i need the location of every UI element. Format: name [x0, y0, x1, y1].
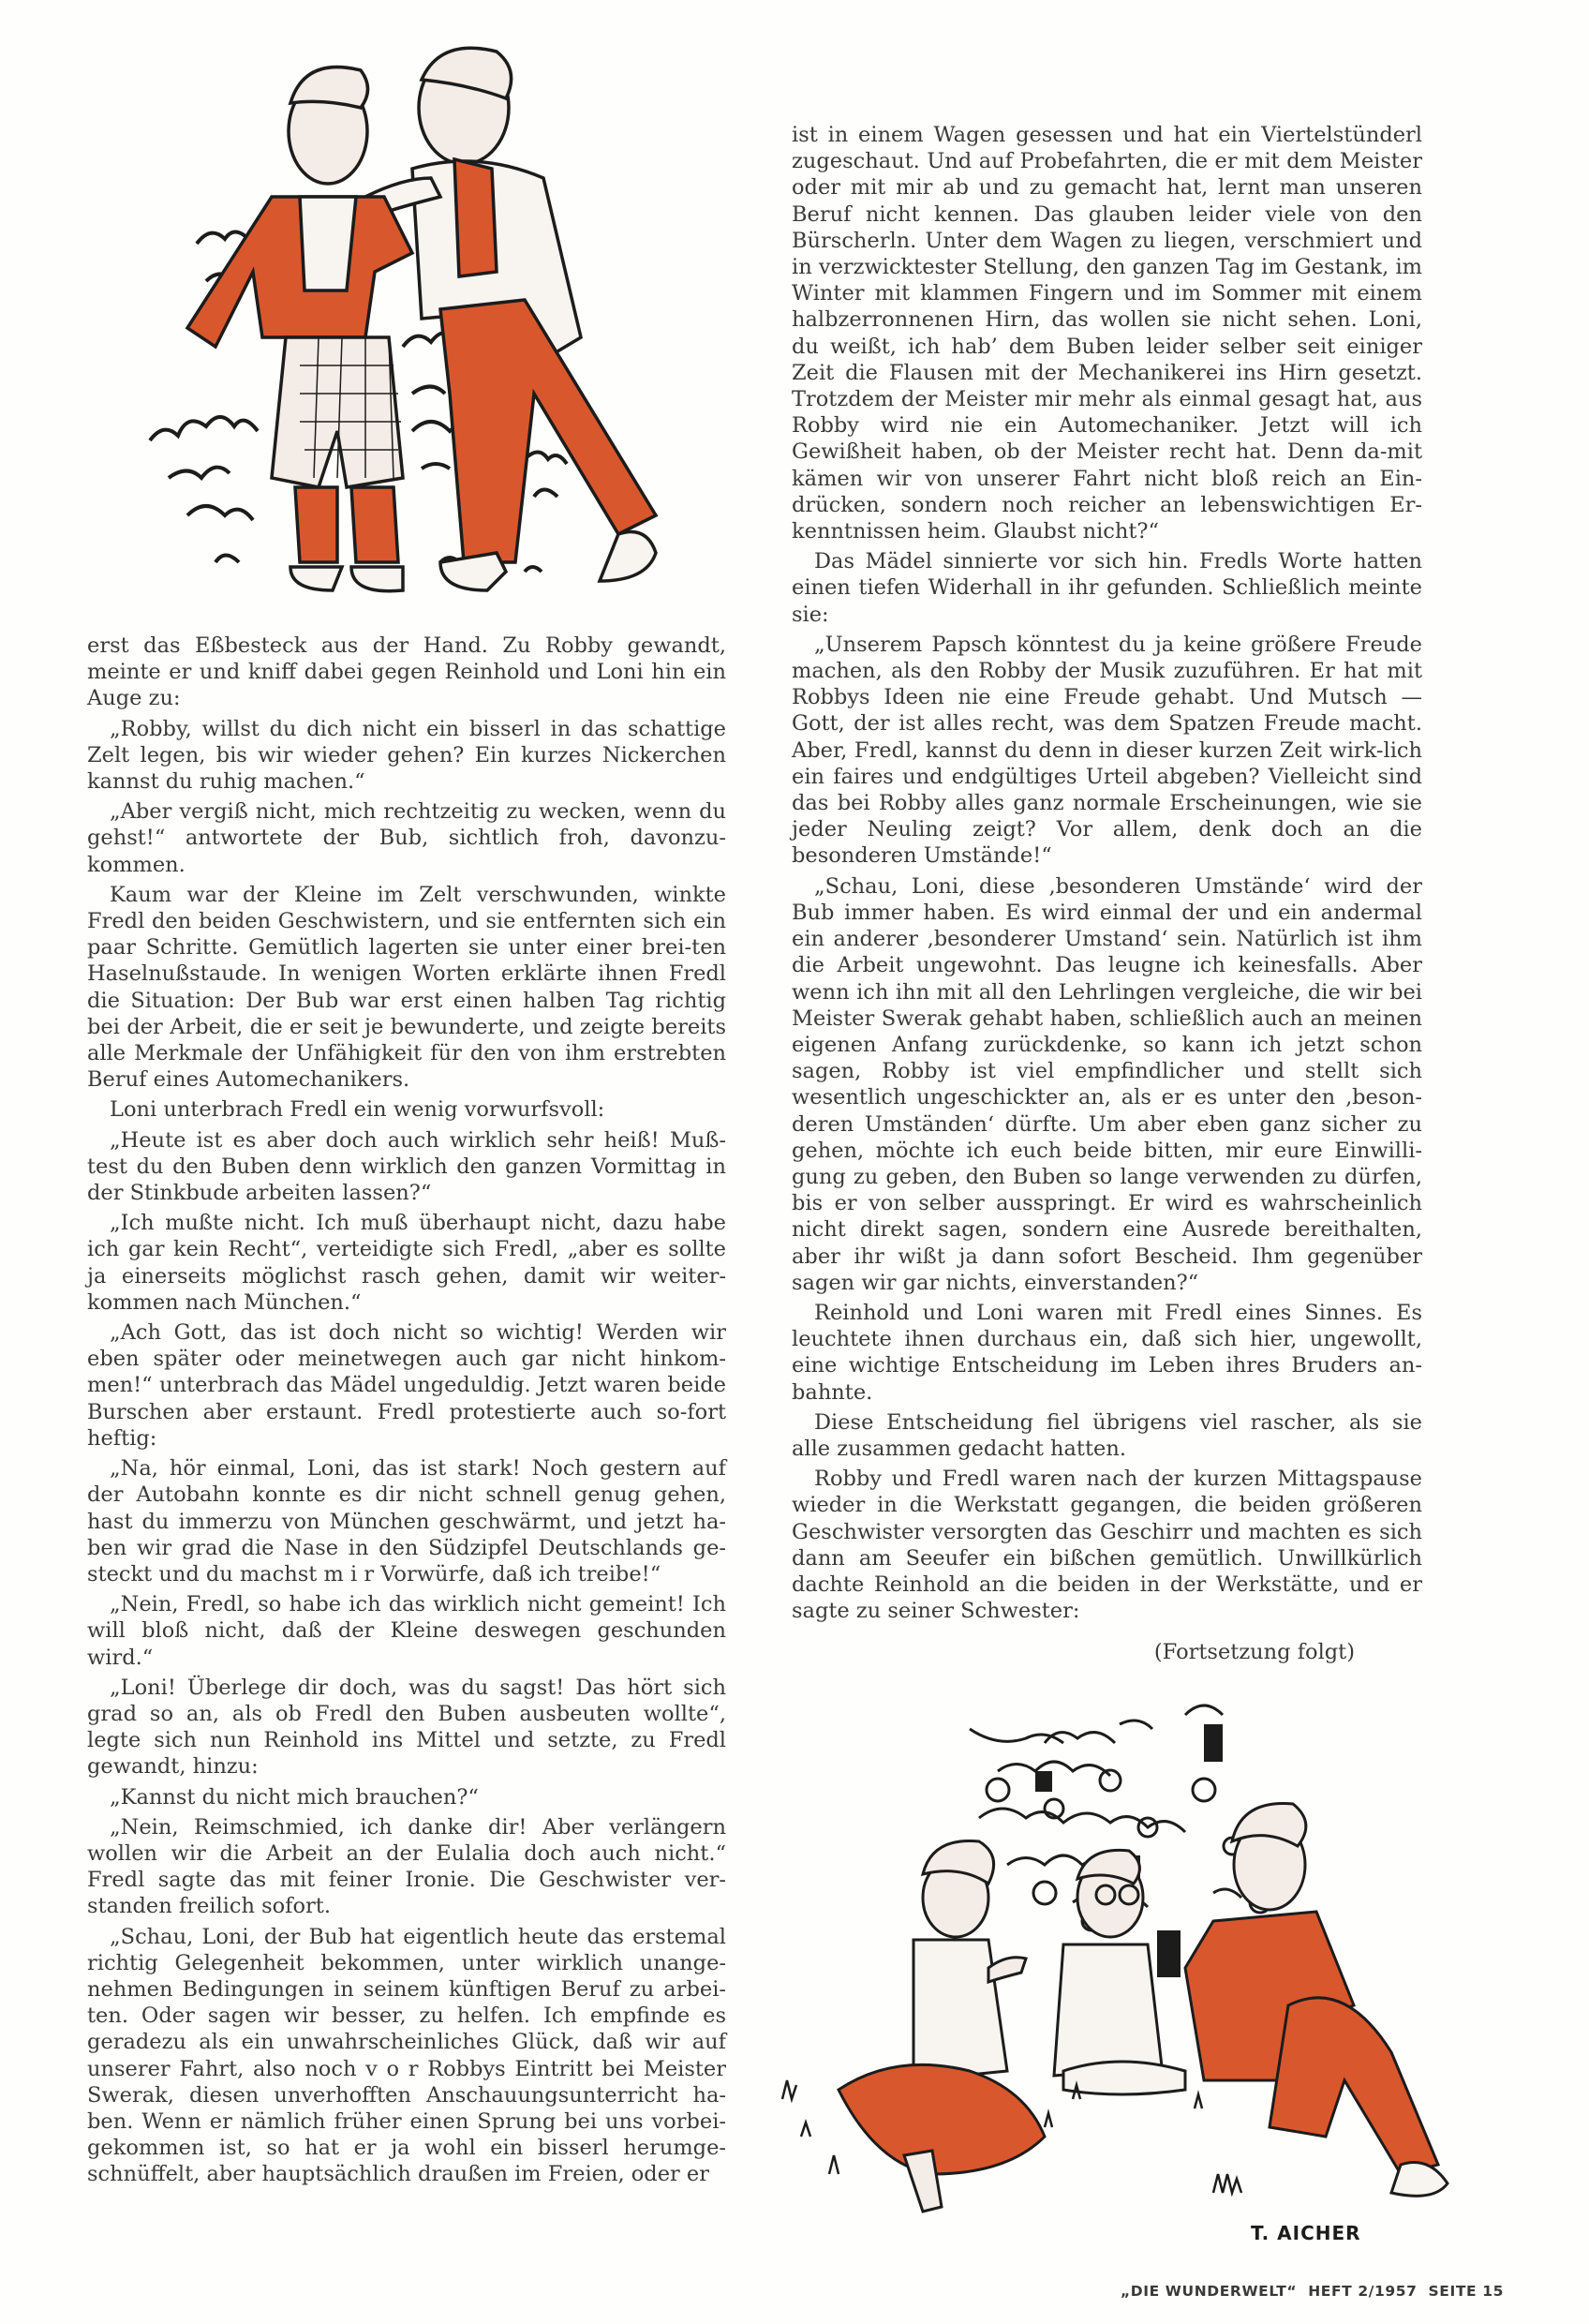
paragraph: „Loni! Überlege dir doch, was du sagst! Das hört sich grad so an, als ob Fredl den Buben ausbeuten wollte“, legte sich nun Reinhold ins Mittel und setzte, zu Fredl gewandt, hinzu:: [87, 1675, 726, 1780]
paragraph: „Aber vergiß nicht, mich rechtzeitig zu wecken, wenn du gehst!“ antwortete der Bub, sichtlich froh, davonzu-kommen.: [87, 799, 726, 877]
paragraph: „Schau, Loni, der Bub hat eigentlich heute das erstemal richtig Gelegenheit bekommen, unter wirklich unange-nehmen Bedingungen in seinem künftigen Beruf zu arbei-ten. Oder sagen wir besser, zu helfen. Ich empfinde es geradezu als ein unwahrscheinliches Glück, daß wir auf unserer Fahrt, also noch v o r Robbys Eintritt bei Meister Swerak, diesen unverhofften Anschauungsunterricht ha-ben. Wenn er nämlich früher einen Sprung bei uns vorbei-gekommen ist, so hat er ja wohl ein bisserl herumge-schnüffelt, aber hauptsächlich draußen im Freien, oder er: [87, 1924, 726, 2187]
paragraph: ist in einem Wagen gesessen und hat ein Viertelstünderl zugeschaut. Und auf Probefahrten, die er mit dem Meister oder mit mir ab und zu gemacht hat, lernt man unseren Beruf nicht kennen. Das glauben leider viele von den Bürscherln. Unter dem Wagen zu liegen, verschmiert und in verzwicktester Stellung, den ganzen Tag im Gestank, im Winter mit klammen Fingern und im Sommer mit einem halbzerronnenen Hirn, das wollen sie nicht sehen. Loni, du weißt, ich hab’ dem Buben leider selber seit einiger Zeit die Flausen mit der Mechanikerei ins Hirn gesetzt. Trotzdem der Meister mir mehr als einmal gesagt hat, aus Robby wird nie ein Automechaniker. Jetzt will ich Gewißheit haben, ob der Meister recht hat. Denn da-mit kämen wir von unserer Fahrt nicht bloß reich an Ein-drücken, sondern noch reicher an lebenswichtigen Er-kenntnissen heim. Glaubst nicht?“: [792, 123, 1422, 544]
paragraph: „Heute ist es aber doch auch wirklich sehr heiß! Muß-test du den Buben denn wirklich den ganzen Vormittag in der Stinkbude arbeiten lassen?“: [87, 1127, 726, 1206]
paragraph: „Nein, Reimschmied, ich danke dir! Aber verlängern wollen wir die Arbeit an der Eulalia doch auch nicht.“ Fredl sagte das mit feiner Ironie. Die Geschwister ver-standen freilich sofort.: [87, 1814, 726, 1919]
left-text-column: [87, 633, 726, 2188]
footer-magazine-title: „DIE WUNDERWELT“: [1121, 2283, 1298, 2300]
paragraph: Kaum war der Kleine im Zelt verschwunden, winkte Fredl den beiden Geschwistern, und sie entfernten sich ein paar Schritte. Gemütlich lagerten sie unter einer brei-ten Haselnußstaude. In wenigen Worten erklärte ihnen Fredl die Situation: Der Bub war erst einen halben Tag richtig bei der Arbeit, die er seit je bewunderte, und zeigte bereits alle Merkmale der Unfähigkeit für den von ihm erstrebten Beruf eines Automechanikers.: [87, 882, 726, 1093]
paragraph: erst das Eßbesteck aus der Hand. Zu Robby gewandt, meinte er und kniff dabei gegen Reinhold und Loni hin ein Auge zu:: [87, 633, 726, 711]
older-boy-figure: [365, 48, 656, 590]
artist-signature: T. AICHER: [1251, 2222, 1361, 2244]
footer-page-number: SEITE 15: [1428, 2283, 1504, 2300]
paragraph: „Unserem Papsch könntest du ja keine größere Freude machen, als den Robby der Musik zuzuführen. Er hat mit Robbys Ideen nie eine Freude gehabt. Und Mutsch — Gott, der ist alles recht, was dem Spatzen Freude macht. Aber, Fredl, kannst du denn in dieser kurzen Zeit wirk-lich ein faires und endgültiges Urteil abgeben? Vielleicht sind das bei Robby alles ganz normale Erscheinungen, wie sie jeder Neuling zeigt? Vor allem, denk doch an die besonderen Umstände!“: [792, 632, 1422, 869]
paragraph: Robby und Fredl waren nach der kurzen Mittagspause wieder in die Werkstatt gegangen, die beiden größeren Geschwister versorgten das Geschirr und machten es sich dann am Seeufer ein bißchen gemütlich. Unwillkürlich dachte Reinhold an die beiden in der Werkstätte, und er sagte zu seiner Schwester:: [792, 1467, 1422, 1624]
right-paragraphs: [792, 122, 1422, 1624]
illustration-three-youths-under-tree: [764, 1687, 1569, 2249]
paragraph: Reinhold und Loni waren mit Fredl eines Sinnes. Es leuchtete ihnen durchaus ein, daß sich hier, ungewollt, eine wichtige Entscheidung im Leben ihres Bruders an-bahnte.: [792, 1300, 1422, 1405]
right-text-column: [792, 122, 1422, 1666]
paragraph: Loni unterbrach Fredl ein wenig vorwurfsvoll:: [110, 1097, 605, 1123]
page-footer: [1121, 2283, 1515, 2300]
boy-in-orange-figure: [1185, 1804, 1448, 2197]
paragraph: „Na, hör einmal, Loni, das ist stark! Noch gestern auf der Autobahn konnte es dir nicht schnell genug gehen, hast du immerzu von München geschwärmt, und jetzt ha-ben wir grad die Nase in den Südzipfel Deutschlands ge-steckt und du machst m i r Vorwürfe, daß ich treibe!“: [87, 1456, 726, 1587]
paragraph: „Robby, willst du dich nicht ein bisserl in das schattige Zelt legen, bis wir wieder gehen? Ein kurzes Nickerchen kannst du ruhig machen.“: [87, 716, 726, 795]
paragraph: „Ich mußte nicht. Ich muß überhaupt nicht, dazu habe ich gar kein Recht“, verteidigte sich Fredl, „aber es sollte ja einerseits möglichst rasch gehen, damit wir weiter-kommen nach München.“: [87, 1211, 726, 1315]
continuation-note: (Fortsetzung folgt): [1153, 1640, 1355, 1665]
paragraph: Das Mädel sinnierte vor sich hin. Fredls Worte hatten einen tiefen Widerhall in ihr gefunden. Schließlich meinte sie:: [792, 549, 1422, 627]
footer-issue: HEFT 2/1957: [1308, 2283, 1418, 2300]
paragraph: „Ach Gott, das ist doch nicht so wichtig! Werden wir eben später oder meinetwegen auch gar nicht hinkom-men!“ unterbrach das Mädel ungeduldig. Jetzt waren beide Burschen aber erstaunt. Fredl protestierte auch so-fort heftig:: [87, 1320, 726, 1451]
girl-figure: [839, 1840, 1045, 2212]
paragraph: „Nein, Fredl, so habe ich das wirklich nicht gemeint! Ich will bloß nicht, daß der Kleine deswegen geschunden wird.“: [87, 1592, 726, 1670]
paragraph: Diese Entscheidung fiel übrigens viel rascher, als sie alle zusammen gedacht hatten.: [792, 1409, 1422, 1461]
illustration-two-boys-walking: [131, 28, 712, 618]
paragraph: „Schau, Loni, diese ‚besonderen Umstände‘ wird der Bub immer haben. Es wird einmal der und ein andermal ein anderer ‚besonderer Umstand‘ sein. Natürlich ist ihm die Arbeit ungewohnt. Das leugne ich keinesfalls. Aber wenn ich ihn mit all den Lehrlingen vergleiche, die wir bei Meister Swerak gehabt haben, schließlich auch an meinen eigenen Anfang zurückdenke, so kann ich jetzt schon sagen, Robby ist viel empfindlicher und stellt sich wesentlich ungeschickter an, als er es unter den ‚beson-deren Umständen‘ dürfte. Um aber eben ganz sicher zu gehen, möchte ich euch beide bitten, mir eure Einwilli-gung zu geben, den Buben so lange verwenden zu dürfen, bis er von selber ausspringt. Er wird es wahrscheinlich nicht direkt sagen, sondern eine Ausrede bereithalten, aber ihr wißt ja dann sofort Bescheid. Ihm gegenüber sagen wir gar nichts, einverstanden?“: [792, 873, 1422, 1295]
paragraph: „Kannst du nicht mich brauchen?“: [110, 1784, 479, 1810]
